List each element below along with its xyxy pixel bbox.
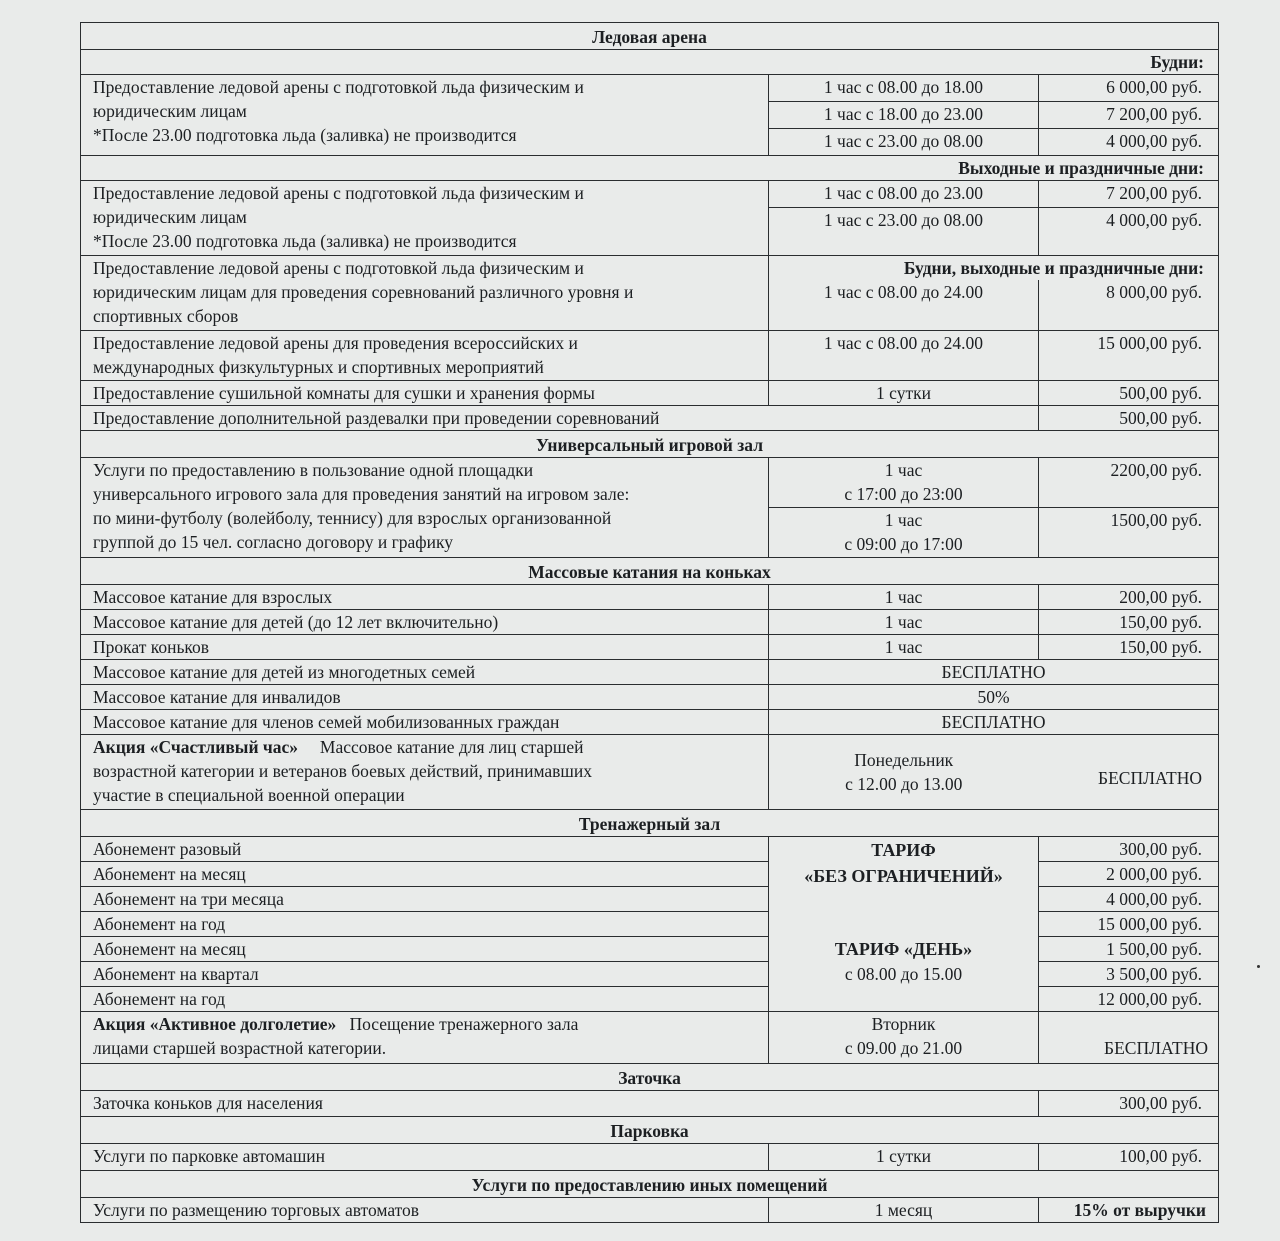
section-header-ice <box>81 23 1219 50</box>
rate-price: 7 200,00 руб. <box>1039 102 1219 129</box>
table-row <box>81 634 1219 659</box>
promo-label: Акция «Счастливый час» <box>93 736 299 757</box>
table-row <box>81 1197 1219 1222</box>
rate-price: 12 000,00 руб. <box>1039 986 1219 1011</box>
rate-price: 100,00 руб. <box>1039 1143 1219 1170</box>
table-row <box>81 936 1219 961</box>
table-row <box>81 75 1219 102</box>
rate-price: 15% от выручки <box>1039 1197 1219 1222</box>
table-row <box>81 961 1219 986</box>
weekdays-description: Предоставление ледовой арены с подготовкой льда физическим и юридическим лицам *После 23.00 подготовка льда (заливка) не производится <box>81 75 769 156</box>
hall-description: Услуги по предоставлению в пользование одной площадки универсального игрового зала для проведения занятий на игровом зале: по мини-футболу (волейболу, теннису) для взрослых организованной группой до 15 чел. согласно договору и графику <box>81 457 769 557</box>
section-title: Услуги по предоставлению иных помещений <box>81 1170 1219 1197</box>
rate-price: 8 000,00 руб. <box>1039 280 1219 330</box>
weekdays-label: Будни: <box>769 50 1219 75</box>
rate-price: 500,00 руб. <box>1039 380 1219 405</box>
rate-price: 4 000,00 руб. <box>1039 129 1219 156</box>
rate-price: 2 000,00 руб. <box>1039 861 1219 886</box>
section-title: Тренажерный зал <box>81 809 1219 836</box>
rate-time: 1 час с 23.00 до 08.00 <box>769 208 1039 256</box>
rate-price: 200,00 руб. <box>1039 584 1219 609</box>
holidays-label: Выходные и праздничные дни: <box>769 156 1219 181</box>
service-name: Массовое катание для детей (до 12 лет включительно) <box>81 609 769 634</box>
table-row <box>81 330 1219 380</box>
tariff-unlimited: ТАРИФ «БЕЗ ОГРАНИЧЕНИЙ» <box>769 836 1039 936</box>
rate-price: 150,00 руб. <box>1039 634 1219 659</box>
rate-value: БЕСПЛАТНО <box>769 659 1219 684</box>
locker-description: Предоставление дополнительной раздевалки при проведении соревнований <box>81 405 1039 430</box>
table-row <box>81 886 1219 911</box>
table-row <box>81 1143 1219 1170</box>
all-days-label: Будни, выходные и праздничные дни: <box>769 256 1219 281</box>
table-row <box>81 986 1219 1011</box>
table-row <box>81 709 1219 734</box>
table-row <box>81 405 1219 430</box>
rate-time: 1 час с 08.00 до 18.00 <box>769 75 1039 102</box>
rate-price: 3 500,00 руб. <box>1039 961 1219 986</box>
section-header-hall <box>81 430 1219 457</box>
price-table <box>80 22 1219 1223</box>
service-name: Массовое катание для детей из многодетных семей <box>81 659 769 684</box>
rate-price: 300,00 руб. <box>1039 1090 1219 1116</box>
rate-time: 1 час с 23.00 до 08.00 <box>769 129 1039 156</box>
holidays-description: Предоставление ледовой арены с подготовкой льда физическим и юридическим лицам *После 23.00 подготовка льда (заливка) не производится <box>81 181 769 256</box>
section-title: Парковка <box>81 1116 1219 1143</box>
national-description: Предоставление ледовой арены для проведения всероссийских и международных физкультурных и спортивных мероприятий <box>81 330 769 380</box>
rate-price: 2200,00 руб. <box>1039 457 1219 507</box>
competitions-description: Предоставление ледовой арены с подготовкой льда физическим и юридическим лицам для проведения соревнований различного уровня и спортивных сборов <box>81 256 769 331</box>
rate-time: 1 час с 08.00 до 24.00 <box>769 330 1039 380</box>
rate-time: 1 час <box>769 634 1039 659</box>
rate-price: 1500,00 руб. <box>1039 507 1219 557</box>
rate-time: 1 сутки <box>769 1143 1039 1170</box>
promo-schedule: Понедельник с 12.00 до 13.00 <box>769 734 1039 809</box>
promo-schedule: Вторник с 09.00 до 21.00 <box>769 1011 1039 1063</box>
table-row <box>81 684 1219 709</box>
promo-description: Акция «Активное долголетие» Посещение тренажерного зала лицами старшей возрастной категории. <box>81 1011 769 1063</box>
rate-price: 15 000,00 руб. <box>1039 330 1219 380</box>
table-row <box>81 584 1219 609</box>
section-header-parking <box>81 1116 1219 1143</box>
rate-price: 300,00 руб. <box>1039 836 1219 861</box>
service-name: Абонемент разовый <box>81 836 769 861</box>
rate-time: 1 час с 08.00 до 23.00 <box>769 181 1039 208</box>
table-row <box>81 659 1219 684</box>
service-name: Услуги по парковке автомашин <box>81 1143 769 1170</box>
service-name: Массовое катание для взрослых <box>81 584 769 609</box>
service-name: Массовое катание для членов семей мобилизованных граждан <box>81 709 769 734</box>
rate-time: 1 час <box>769 609 1039 634</box>
service-name: Массовое катание для инвалидов <box>81 684 769 709</box>
table-row <box>81 457 1219 507</box>
service-name: Абонемент на месяц <box>81 936 769 961</box>
table-row <box>81 734 1219 809</box>
table-row <box>81 380 1219 405</box>
rate-time: 1 час с 18.00 до 23.00 <box>769 102 1039 129</box>
section-header-sharpening <box>81 1063 1219 1090</box>
rate-price: 150,00 руб. <box>1039 609 1219 634</box>
rate-price: 4 000,00 руб. <box>1039 208 1219 256</box>
service-name: Абонемент на год <box>81 986 769 1011</box>
table-row <box>81 861 1219 886</box>
promo-price: БЕСПЛАТНО <box>1039 1011 1219 1063</box>
service-name: Прокат коньков <box>81 634 769 659</box>
rate-time: 1 час с 09:00 до 17:00 <box>769 507 1039 557</box>
rate-time: 1 сутки <box>769 380 1039 405</box>
rate-value: БЕСПЛАТНО <box>769 709 1219 734</box>
rate-price: 6 000,00 руб. <box>1039 75 1219 102</box>
rate-time: 1 час <box>769 584 1039 609</box>
promo-label: Акция «Активное долголетие» <box>93 1013 337 1034</box>
service-name: Заточка коньков для населения <box>81 1090 1039 1116</box>
section-title: Ледовая арена <box>81 23 1219 50</box>
table-row <box>81 1090 1219 1116</box>
table-row <box>81 911 1219 936</box>
table-row <box>81 1011 1219 1063</box>
promo-description: Акция «Счастливый час» Массовое катание для лиц старшей возрастной категории и ветеранов боевых действий, принимавших участие в специальной военной операции <box>81 734 769 809</box>
price-list-sheet <box>80 22 1218 1223</box>
section-header-skating <box>81 557 1219 584</box>
service-name: Абонемент на месяц <box>81 861 769 886</box>
rate-time: 1 час с 08.00 до 24.00 <box>769 280 1039 330</box>
rate-price: 500,00 руб. <box>1039 405 1219 430</box>
drying-description: Предоставление сушильной комнаты для сушки и хранения формы <box>81 380 769 405</box>
rate-price: 1 500,00 руб. <box>1039 936 1219 961</box>
rate-price: 4 000,00 руб. <box>1039 886 1219 911</box>
rate-time: 1 час с 17:00 до 23:00 <box>769 457 1039 507</box>
rate-time: 1 месяц <box>769 1197 1039 1222</box>
promo-price: БЕСПЛАТНО <box>1039 734 1219 809</box>
table-row <box>81 836 1219 861</box>
service-name: Абонемент на год <box>81 911 769 936</box>
service-name: Абонемент на квартал <box>81 961 769 986</box>
speck-mark <box>1257 965 1260 968</box>
tariff-day: ТАРИФ «ДЕНЬ» с 08.00 до 15.00 <box>769 936 1039 1011</box>
rate-value: 50% <box>769 684 1219 709</box>
table-row <box>81 256 1219 281</box>
service-name: Абонемент на три месяца <box>81 886 769 911</box>
service-name: Услуги по размещению торговых автоматов <box>81 1197 769 1222</box>
section-header-gym <box>81 809 1219 836</box>
table-row <box>81 609 1219 634</box>
section-title: Универсальный игровой зал <box>81 430 1219 457</box>
section-header-other <box>81 1170 1219 1197</box>
rate-price: 7 200,00 руб. <box>1039 181 1219 208</box>
section-title: Заточка <box>81 1063 1219 1090</box>
rate-price: 15 000,00 руб. <box>1039 911 1219 936</box>
table-row <box>81 181 1219 208</box>
section-title: Массовые катания на коньках <box>81 557 1219 584</box>
